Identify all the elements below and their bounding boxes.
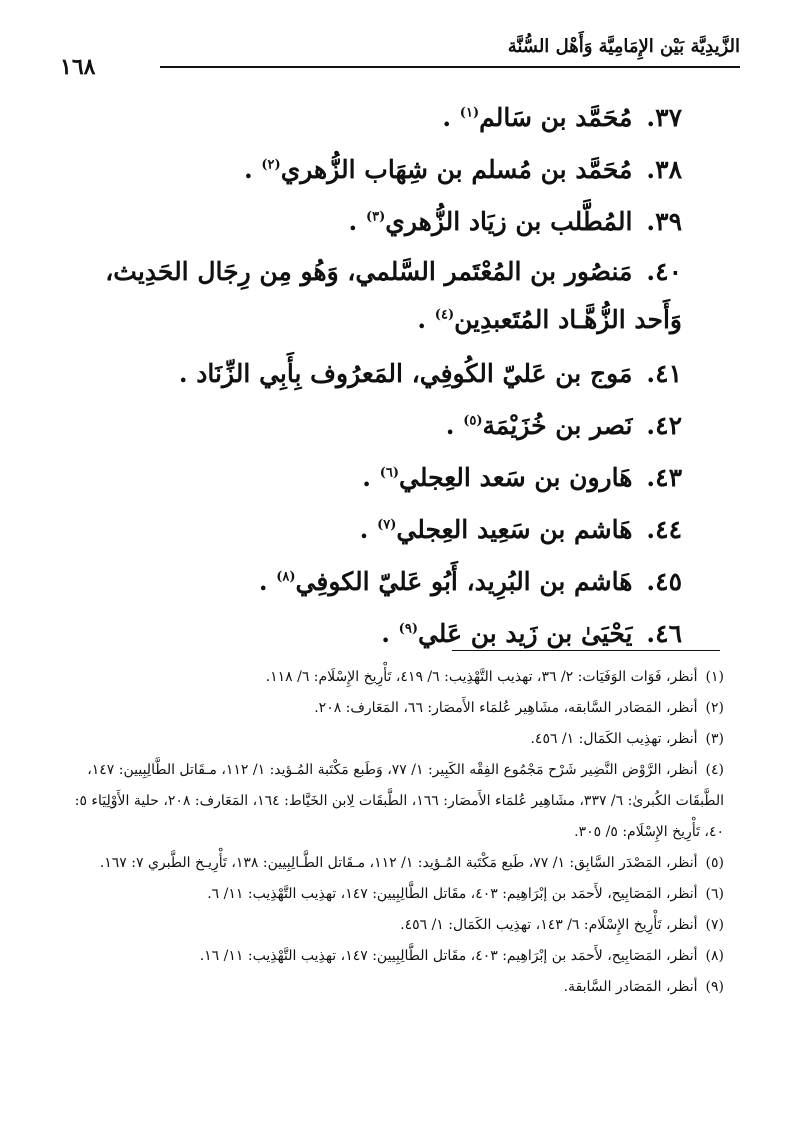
list-item xyxy=(60,248,682,344)
footnote-marker: (٢) xyxy=(261,157,281,173)
entry-number: ٤٢. xyxy=(646,411,682,440)
footnote-number: (٦) xyxy=(705,886,724,902)
list-item xyxy=(60,92,682,144)
entry-number: ٤١. xyxy=(646,359,682,388)
entry-text: مُحَمَّد بن سَالم xyxy=(479,103,633,132)
entry-end: . xyxy=(445,411,455,440)
footnote xyxy=(64,910,724,941)
footnote-marker: (١) xyxy=(459,105,480,121)
footnote-separator xyxy=(452,650,720,651)
footnote-marker: (٨) xyxy=(276,569,296,585)
footnote-text: أنظر، المَصَابِيح، لأَحمَد بن إبْرَاهِيم: ٤٠٣، مقَاتل الطَّالِبِيين: ١٤٧، تهذِيب التَّهْذِيب: ١١/ ١٦. xyxy=(199,948,698,964)
running-title: الزَّيدِيَّة بَيْن الإِمَامِيَّة وَأَهْل السُّنَّة xyxy=(507,36,740,57)
footnote xyxy=(64,693,724,724)
footnote-marker: (٣) xyxy=(365,209,386,225)
entry-text: المُطَّلب بن زيَاد الزُّهري xyxy=(385,207,633,236)
entry-number: ٤٣. xyxy=(646,463,682,492)
entry-number: ٤٥. xyxy=(646,567,682,596)
entry-end: . xyxy=(442,103,452,132)
footnote xyxy=(64,662,724,693)
footnote xyxy=(64,941,724,972)
footnote-number: (٤) xyxy=(705,762,724,778)
footnote xyxy=(64,755,724,848)
entry-text: هَارون بن سَعد العِجلي xyxy=(399,463,633,492)
entry-end: . xyxy=(362,463,371,492)
list-item xyxy=(60,144,682,196)
list-item xyxy=(60,556,682,608)
list-item xyxy=(60,196,682,248)
footnote-text: أنظر، تهذِيب الكَمَال: ١/ ٤٥٦. xyxy=(530,731,698,747)
footnote-text: أنظر، فَوَات الوَفَيَات: ٢/ ٣٦، تهذيب التَّهْذِيب: ٦/ ٤١٩، تَأْرِيخ الإِسْلَام: ٦/ ١١٨. xyxy=(265,669,698,685)
narrator-list xyxy=(60,92,682,660)
footnote-marker: (٥) xyxy=(463,413,483,429)
footnotes xyxy=(64,662,724,1003)
list-item xyxy=(60,400,682,452)
footnote-text: أنظر، المَصَادر السَّابقه، مشَاهِير عُلمَاء الأَمصَار: ٦٦، المَعَارف: ٢٠٨. xyxy=(314,700,698,716)
entry-number: ٣٨. xyxy=(646,155,682,184)
entry-number: ٣٩. xyxy=(646,207,682,236)
entry-end: . xyxy=(359,515,369,544)
footnote xyxy=(64,879,724,910)
list-item xyxy=(60,452,682,504)
page-number: ١٦٨ xyxy=(60,54,96,80)
entry-text: مَوج بن عَليّ الكُوفِي، المَعرُوف بِأَبِي الزِّنَاد xyxy=(196,359,633,388)
list-item xyxy=(60,608,682,660)
footnote-marker: (٩) xyxy=(398,621,418,637)
entry-end: . xyxy=(243,155,253,184)
entry-number: ٤٤. xyxy=(646,515,682,544)
list-item xyxy=(60,504,682,556)
entry-text: هَاشم بن سَعِيد العِجلي xyxy=(396,515,633,544)
list-item xyxy=(60,348,682,400)
footnote-text: أنظر، المَصْدَر السَّابِق: ١/ ٧٧، طَبع مَكْتَبة المُـؤيد: ١/ ١١٢، مـقَاتل الطَّـالِبِيين: ١٣٨، تَأْرِيـخ الطَّبري ٧: ١٦٧. xyxy=(99,855,698,871)
footnote xyxy=(64,724,724,755)
entry-number: ٣٧. xyxy=(646,103,682,132)
entry-text: مَنصُور بن المُعْتَمر السَّلمي، وَهُو مِن رِجَال الحَدِيث، وَأَحد الزُّهَّـاد المُتَعبدِين xyxy=(105,257,682,334)
footnote-marker: (٦) xyxy=(379,465,399,481)
entry-text: هَاشم بن البُرِيد، أَبُو عَليّ الكوفِي xyxy=(295,567,633,596)
footnote-number: (١) xyxy=(705,669,724,685)
footnote-number: (٢) xyxy=(705,700,724,716)
footnote-number: (٧) xyxy=(705,917,724,933)
footnote-text: أنظر، تَأْرِيخ الإِسْلَام: ٦/ ١٤٣، تهذِيب الكَمَال: ١/ ٤٥٦. xyxy=(400,917,698,933)
running-header xyxy=(60,28,740,80)
entry-end: . xyxy=(381,619,390,648)
footnote-text: أنظر، المَصَابِيح، لأَحمَد بن إبْرَاهِيم: ٤٠٣، مقَاتل الطَّالِبِيين: ١٤٧، تهذِيب التَّهْذِيب: ١١/ ٦. xyxy=(207,886,698,902)
entry-number: ٤٦. xyxy=(646,619,682,648)
footnote-number: (٨) xyxy=(705,948,724,964)
footnote-number: (٣) xyxy=(705,731,724,747)
footnote-number: (٩) xyxy=(705,979,724,995)
entry-text: نَصر بن خُزَيْمَة xyxy=(482,411,633,440)
footnote-text: أنظر، المَصَادر السَّابقة. xyxy=(563,979,698,995)
entry-text: يَحْيَىٰ بن زَيد بن عَلي xyxy=(417,619,633,648)
footnote-text: أنظر، الرَّوْض النَّضِير شَرْح مَجْمُوع الفِقْه الكَبِير: ١/ ٧٧، وَطَبع مَكْتَبة المُـؤيد: ١/ ١١٢، مـقَاتل الطَّالِبِيين: ١٤٧، الطَّبقَات الكُبرىٰ: ٦/ ٣٣٧، مشَاهِير عُلمَاء الأَمصَار: ١٦٦، الطَّبقَات لِابن الخَيَّاط: ١٦٤، المَعَارف: ٢٠٨، حلية الأَوْلِيَاء ٥: ٤٠، تَأْرِيخ الإِسْلَام: ٥/ ٣٠٥. xyxy=(74,762,724,840)
footnote-marker: (٤) xyxy=(434,307,455,323)
entry-end: . xyxy=(258,567,268,596)
entry-number: ٤٠. xyxy=(646,257,682,286)
entry-end: . xyxy=(348,207,358,236)
footnote-marker: (٧) xyxy=(377,517,397,533)
entry-text: مُحَمَّد بن مُسلم بن شِهَاب الزُّهري xyxy=(280,155,633,184)
header-rule xyxy=(160,66,740,68)
footnote xyxy=(64,972,724,1003)
footnote xyxy=(64,848,724,879)
entry-end: . xyxy=(178,359,188,388)
footnote-number: (٥) xyxy=(705,855,724,871)
entry-end: . xyxy=(417,305,427,334)
